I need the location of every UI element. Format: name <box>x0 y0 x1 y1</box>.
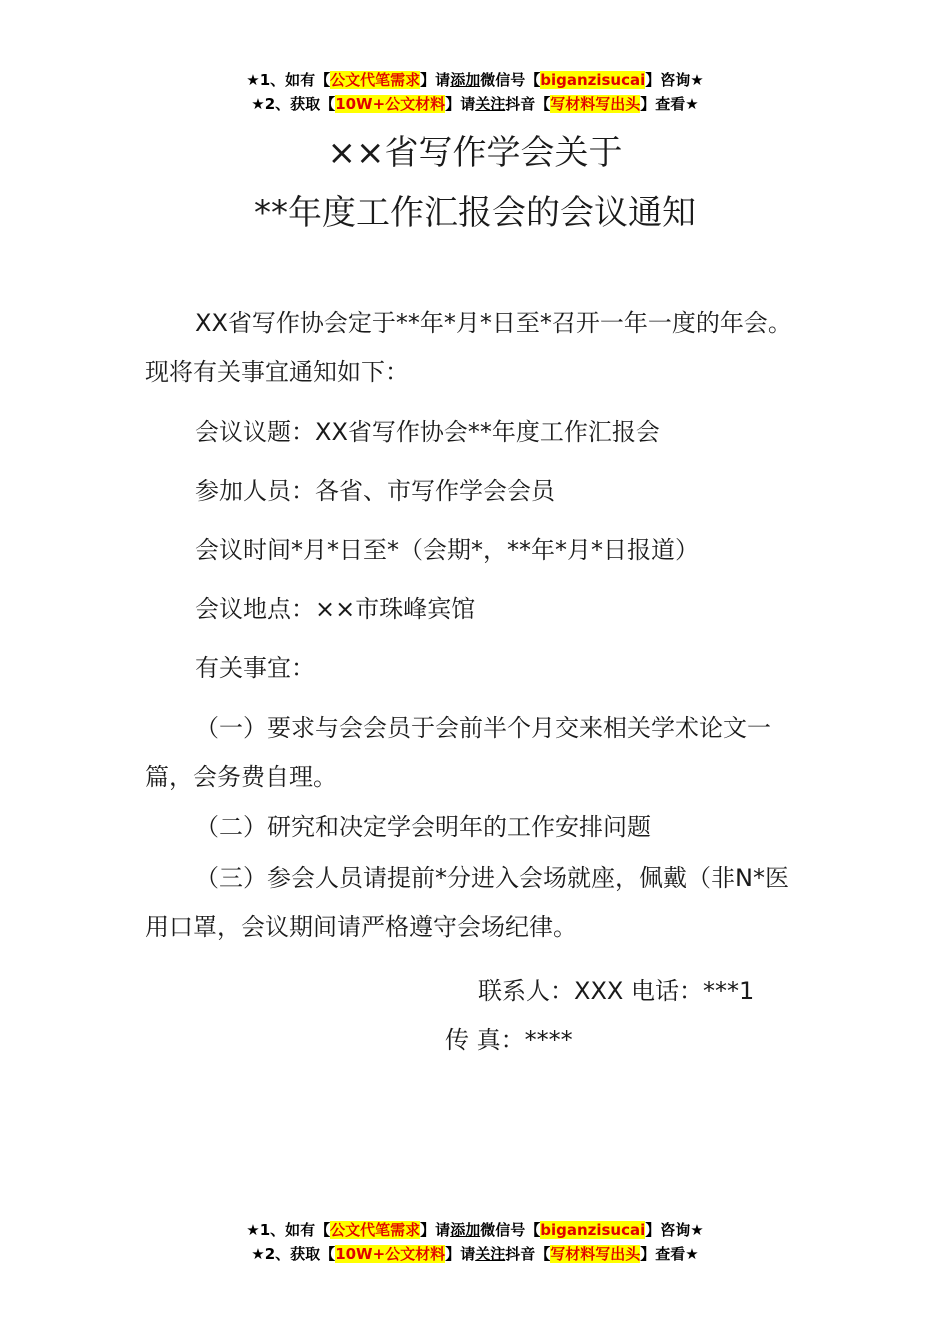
banner-line-1 <box>0 68 950 92</box>
banner-line-2 <box>0 1242 950 1266</box>
banner-text: 微信号【 <box>480 1221 541 1239</box>
banner-underlined: 关注 <box>475 1245 506 1263</box>
banner-underlined: 添加 <box>450 71 481 89</box>
banner-text: 】查看★ <box>640 95 699 113</box>
banner-text: 】请 <box>420 71 451 89</box>
banner-text: 】请 <box>420 1221 451 1239</box>
banner-douyin-id: 写材料写出头 <box>550 95 641 113</box>
banner-highlight: 10W+公文材料 <box>335 95 446 113</box>
meeting-attendees: 参加人员：各省、市写作学会会员 <box>195 477 555 505</box>
banner-line-2 <box>0 92 950 116</box>
meeting-time: 会议时间*月*日至*（会期*，**年*月*日报道） <box>195 536 699 564</box>
banner-text: 抖音【 <box>505 1245 551 1263</box>
intro-paragraph: XX省写作协会定于**年*月*日至*召开一年一度的年会。现将有关事宜通知如下： <box>145 309 792 386</box>
document-title-line-2: **年度工作汇报会的会议通知 <box>254 193 696 233</box>
banner-text: 】咨询★ <box>645 71 704 89</box>
banner-text: ★1、如有【 <box>246 1221 331 1239</box>
banner-text: 】咨询★ <box>645 1221 704 1239</box>
banner-text: 】查看★ <box>640 1245 699 1263</box>
banner-line-1 <box>0 1218 950 1242</box>
banner-text: 】请 <box>445 95 476 113</box>
banner-douyin-id: 写材料写出头 <box>550 1245 641 1263</box>
banner-text: 微信号【 <box>480 71 541 89</box>
bottom-banner <box>0 1218 950 1266</box>
banner-highlight: 公文代笔需求 <box>330 1221 421 1239</box>
banner-text: 】请 <box>445 1245 476 1263</box>
matters-item-3: （三）参会人员请提前*分进入会场就座，佩戴（非N*医用口罩，会议期间请严格遵守会场纪律。 <box>145 864 789 941</box>
meeting-location: 会议地点：××市珠峰宾馆 <box>195 595 476 623</box>
fax-line: 传 真：**** <box>445 1026 573 1054</box>
banner-underlined: 添加 <box>450 1221 481 1239</box>
banner-highlight: 公文代笔需求 <box>330 71 421 89</box>
contact-line: 联系人：XXX 电话：***1 <box>478 977 755 1005</box>
banner-text: ★2、获取【 <box>251 1245 336 1263</box>
banner-wechat-id: biganzisucai <box>540 71 646 89</box>
matters-heading: 有关事宜： <box>195 654 315 682</box>
banner-wechat-id: biganzisucai <box>540 1221 646 1239</box>
banner-underlined: 关注 <box>475 95 506 113</box>
banner-text: ★1、如有【 <box>246 71 331 89</box>
meeting-topic: 会议议题：XX省写作协会**年度工作汇报会 <box>195 418 660 446</box>
matters-item-2: （二）研究和决定学会明年的工作安排问题 <box>195 813 651 841</box>
banner-text: 抖音【 <box>505 95 551 113</box>
banner-highlight: 10W+公文材料 <box>335 1245 446 1263</box>
document-title-line-1: ××省写作学会关于 <box>327 133 623 173</box>
banner-text: ★2、获取【 <box>251 95 336 113</box>
top-banner <box>0 68 950 116</box>
matters-item-1: （一）要求与会会员于会前半个月交来相关学术论文一篇，会务费自理。 <box>145 714 771 791</box>
